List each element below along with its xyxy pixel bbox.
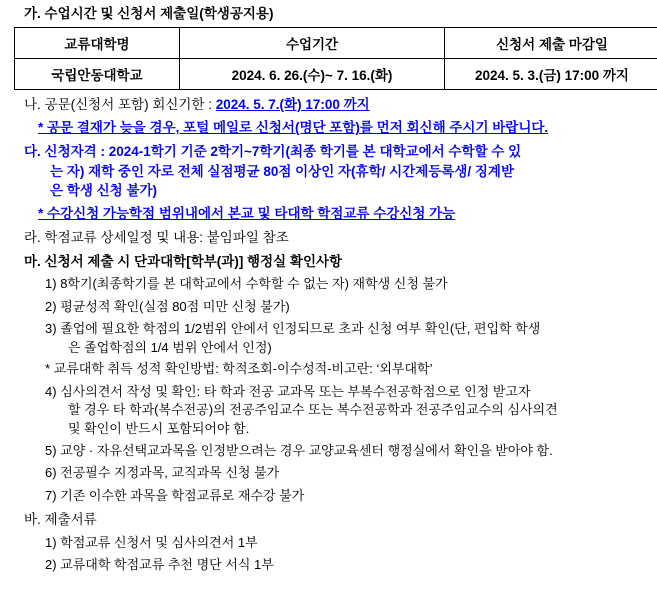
list-item-number: 6) [45,465,57,480]
section-da-line1: 다. 신청자격 : 2024-1학기 기준 2학기~7학기(최종 학기를 본 대학교에서 수학할 수 있 [24,142,657,161]
list-item-number: 3) [45,321,57,336]
table-cell-deadline: 2024. 5. 3.(금) 17:00 까지 [445,59,657,90]
list-item-number: 7) [45,488,57,503]
list-item-text: 전공필수 지정과목, 교직과목 신청 불가 [60,465,279,480]
list-item-number: 1) [45,276,57,291]
list-item [45,487,657,505]
list-item-text: 심사의견서 작성 및 확인: 타 학과 전공 교과목 또는 부복수전공학점으로 인정 받고자 [60,384,530,399]
list-item-text: 8학기(최종학기를 본 대학교에서 수학할 수 없는 자) 재학생 신청 불가 [60,276,447,291]
table-header-row [15,28,657,59]
list-item-text: 교양 · 자유선택교과목을 인정받으려는 경우 교양교육센터 행정실에서 확인을 받아야 함. [60,443,553,458]
list-item [45,275,657,293]
section-ba-heading: 바. 제출서류 [24,510,657,529]
list-item [45,320,657,338]
list-item [45,534,657,552]
list-item-number: 5) [45,443,57,458]
schedule-table [14,27,657,90]
section-na-heading-prefix: 나. 공문(신청서 포함) 회신기한 : [24,97,216,112]
list-item-number: 2) [45,299,57,314]
document-page [0,4,657,613]
section-ra-heading: 라. 학점교류 상세일정 및 내용: 붙임파일 참조 [24,228,657,247]
section-da-line2: 는 자) 재학 중인 자로 전체 실점평균 80점 이상인 자(휴학/ 시간제등록생/ 징계받 [50,162,657,181]
list-item-number: 1) [45,535,57,550]
list-item-text: 평균성적 확인(실점 80점 미만 신청 불가) [60,299,290,314]
list-item-continuation: 할 경우 타 학과(복수전공)의 전공주임교수 또는 복수전공학과 전공주임교수의 심사의견 [68,401,657,419]
list-item-note: * 교류대학 취득 성적 확인방법: 학적조회-이수성적-비고란: ‘외부대학’ [45,360,657,378]
section-da-line3: 은 학생 신청 불가) [50,181,657,200]
table-header-deadline: 신청서 제출 마감일 [445,28,657,59]
list-item [45,442,657,460]
section-ga-heading: 가. 수업시간 및 신청서 제출일(학생공지용) [24,4,657,23]
list-item-number: 4) [45,384,57,399]
list-item-continuation: 및 확인이 반드시 포함되어야 함. [68,420,657,438]
list-item-text: 학점교류 신청서 및 심사의견서 1부 [60,535,258,550]
list-item-text: 교류대학 학점교류 추천 명단 서식 1부 [60,557,274,572]
section-na-note: * 공문 결재가 늦을 경우, 포털 메일로 신청서(명단 포함)를 먼저 회신해 주시기 바랍니다. [38,118,657,137]
table-cell-period: 2024. 6. 26.(수)~ 7. 16.(화) [180,59,445,90]
list-item [45,556,657,574]
table-header-period: 수업기간 [180,28,445,59]
list-item-number: 2) [45,557,57,572]
section-na-deadline-emphasis: 2024. 5. 7.(화) 17:00 까지 [216,97,370,112]
section-na-heading [24,95,657,114]
list-item [45,464,657,482]
list-item [45,298,657,316]
list-item [45,383,657,401]
list-item-text: 졸업에 필요한 학점의 1/2범위 안에서 인정되므로 초과 신청 여부 확인(단, 편입학 학생 [60,321,540,336]
table-row [15,59,657,90]
table-cell-university: 국립안동대학교 [15,59,180,90]
list-item-text: 기존 이수한 과목을 학점교류로 재수강 불가 [60,488,304,503]
list-item-continuation: 은 졸업학점의 1/4 범위 안에서 인정) [68,339,657,357]
section-da-note: * 수강신청 가능학점 범위내에서 본교 및 타대학 학점교류 수강신청 가능 [38,204,657,223]
section-ma-heading: 마. 신청서 제출 시 단과대학[학부(과)] 행정실 확인사항 [24,252,657,271]
table-header-university: 교류대학명 [15,28,180,59]
